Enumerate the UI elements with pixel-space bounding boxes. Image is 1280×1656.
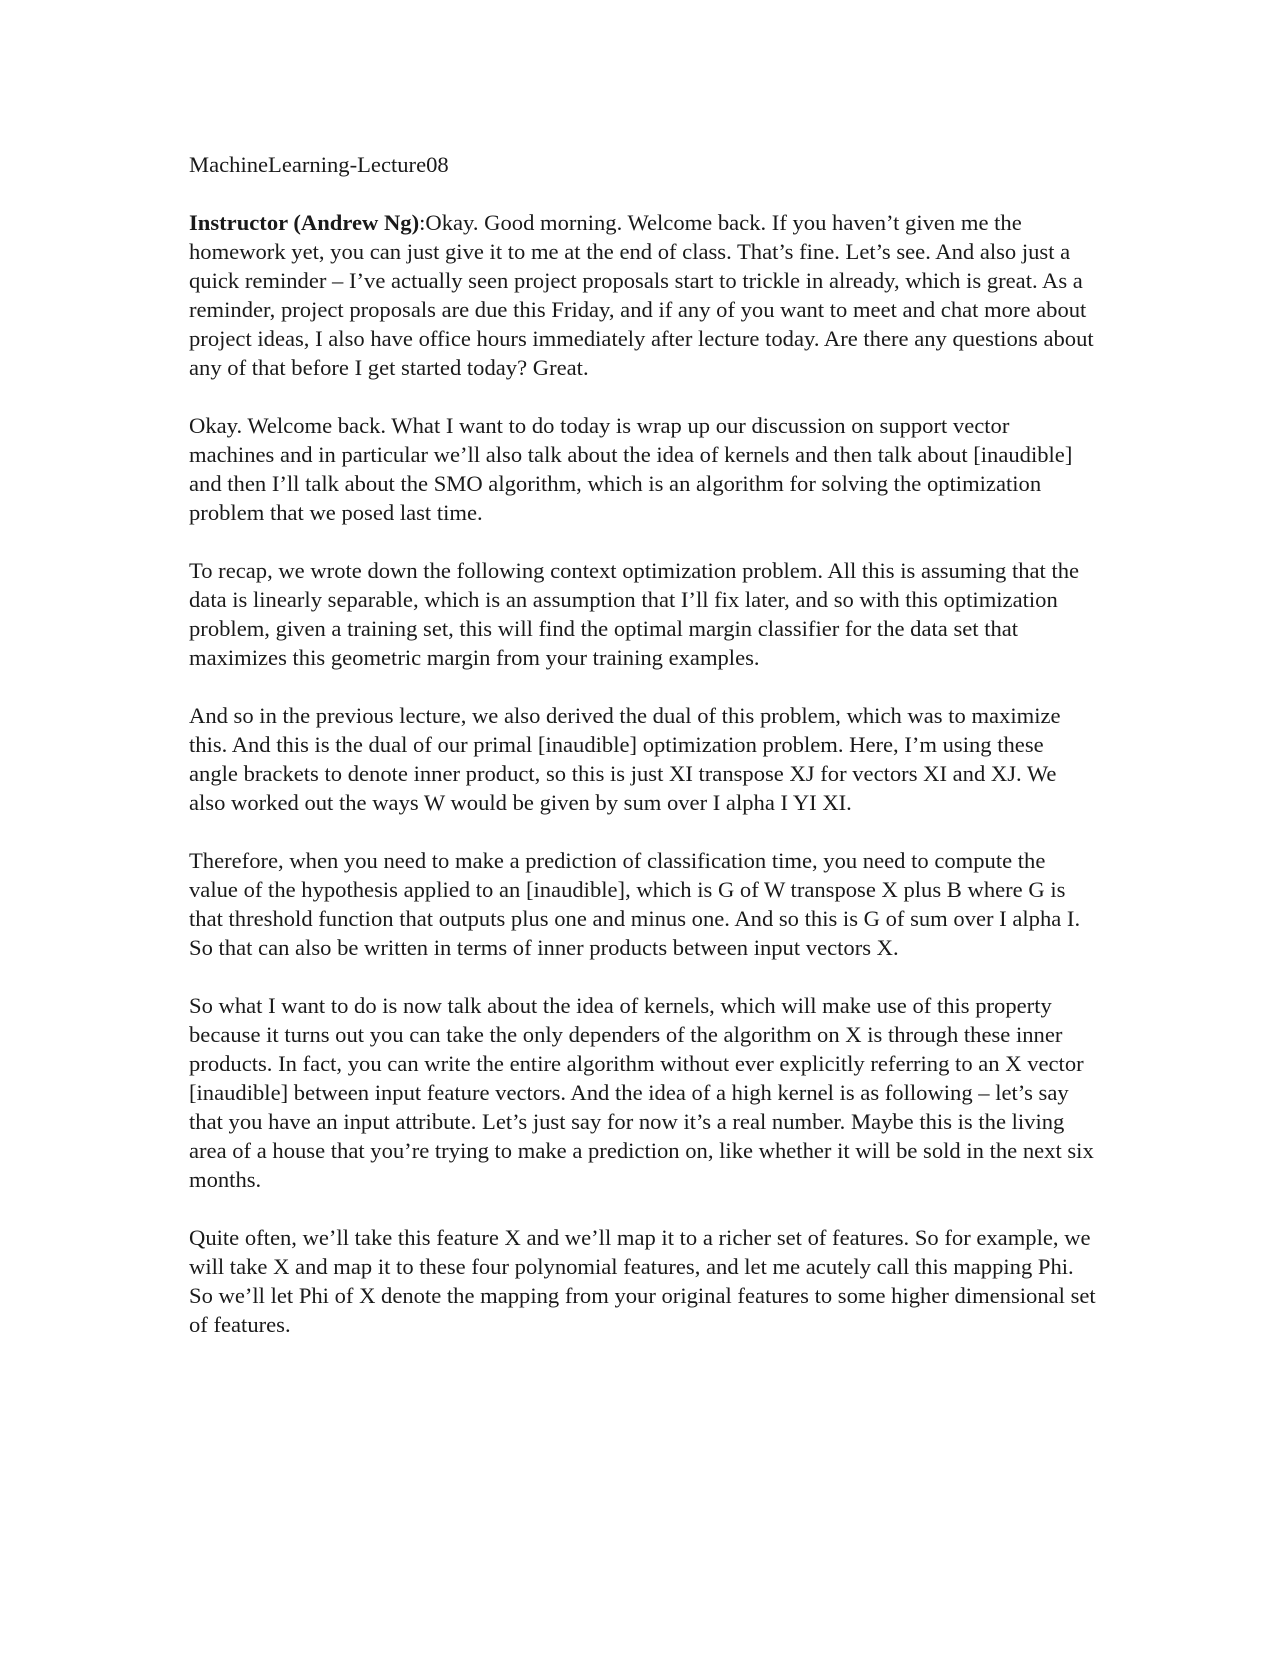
paragraph-3: To recap, we wrote down the following context optimization problem. All this is assuming that the data is linearly separable, which is an assumption that I’ll fix later, and so with this optimization problem, given a training set, this will find the optimal margin classifier for the data set that maximizes this geometric margin from your training examples.: [189, 558, 1080, 670]
paragraph-5: Therefore, when you need to make a prediction of classification time, you need to compute the value of the hypothesis applied to an [inaudible], which is G of W transpose X plus B where G is that threshold function that outputs plus one and minus one. And so this is G of sum over I alpha I. So that can also be written in terms of inner products between input vectors X.: [189, 848, 1081, 960]
paragraph-6: So what I want to do is now talk about the idea of kernels, which will make use of this property because it turns out you can take the only dependers of the algorithm on X is through these inner products. In fact, you can write the entire algorithm without ever explicitly referring to an X vector [inaudible] between input feature vectors. And the idea of a high kernel is as following – let’s say that you have an input attribute. Let’s just say for now it’s a real number. Maybe this is the living area of a house that you’re trying to make a prediction on, like whether it will be sold in the next six months.: [189, 993, 1094, 1192]
paragraph-1-text: Okay. Good morning. Welcome back. If you haven’t given me the homework yet, you can just give it to me at the end of class. That’s fine. Let’s see. And also just a quick reminder – I’ve actually seen project proposals start to trickle in already, which is great. As a reminder, project proposals are due this Friday, and if any of you want to meet and chat more about project ideas, I also have office hours immediately after lecture today. Are there any questions about any of that before I get started today? Great.: [189, 210, 1094, 380]
paragraph-1: [189, 208, 1097, 382]
speaker-separator: :: [419, 210, 426, 235]
paragraph-7: Quite often, we’ll take this feature X and we’ll map it to a richer set of features. So for example, we will take X and map it to these four polynomial features, and let me acutely call this mapping Phi. So we’ll let Phi of X denote the mapping from your original features to some higher dimensional set of features.: [189, 1225, 1096, 1337]
document-body: [189, 150, 1097, 1368]
paragraph-4: And so in the previous lecture, we also derived the dual of this problem, which was to maximize this. And this is the dual of our primal [inaudible] optimization problem. Here, I’m using these angle brackets to denote inner product, so this is just XI transpose XJ for vectors XI and XJ. We also worked out the ways W would be given by sum over I alpha I YI XI.: [189, 703, 1061, 815]
paragraph-2: Okay. Welcome back. What I want to do today is wrap up our discussion on support vector machines and in particular we’ll also talk about the idea of kernels and then talk about [inaudible] and then I’ll talk about the SMO algorithm, which is an algorithm for solving the optimization problem that we posed last time.: [189, 413, 1073, 525]
document-title: MachineLearning-Lecture08: [189, 152, 449, 177]
speaker-label: Instructor (Andrew Ng): [189, 210, 420, 235]
